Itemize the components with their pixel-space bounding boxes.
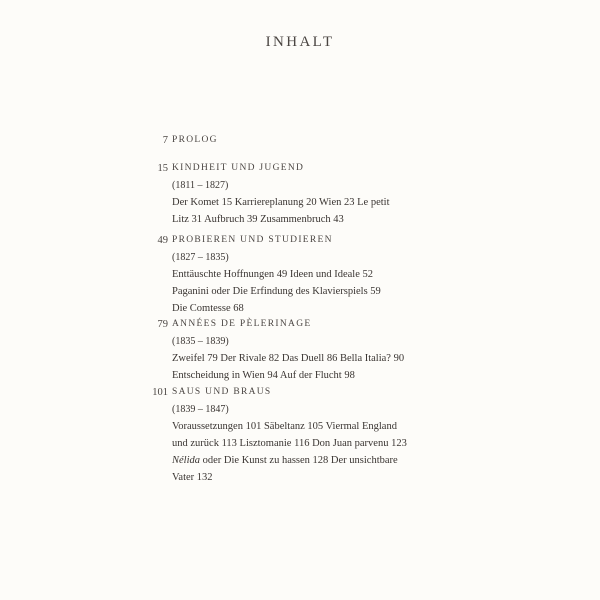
toc-entry-title: ANNÉES DE PÈLERINAGE: [172, 319, 312, 329]
toc-page-number: 15: [157, 163, 168, 174]
toc-page-number: 7: [162, 135, 168, 146]
toc-entry-line: Litz 31 Aufbruch 39 Zusammenbruch 43: [172, 214, 344, 225]
toc-entry-line: und zurück 113 Lisztomanie 116 Don Juan parvenu 123: [172, 438, 407, 449]
toc-entry-title: PROLOG: [172, 135, 218, 145]
toc-entry-body: [172, 316, 472, 384]
toc-entry-title: SAUS UND BRAUS: [172, 387, 272, 397]
toc-entry-body: [172, 160, 472, 228]
toc-page-number: 49: [157, 235, 168, 246]
toc-entry-body: [172, 132, 472, 149]
toc-entry-title: PROBIEREN UND STUDIEREN: [172, 235, 333, 245]
toc-entry-years: (1835 – 1839): [172, 336, 229, 347]
toc-entry-italic-title: Nélida: [172, 455, 200, 466]
toc-entry-title: KINDHEIT UND JUGEND: [172, 163, 305, 173]
toc-entry-body: [172, 384, 472, 486]
toc-page-number: 79: [157, 319, 168, 330]
toc-entry-line: [172, 452, 472, 469]
toc-entry-line: Enttäuschte Hoffnungen 49 Ideen und Ideale 52: [172, 269, 373, 280]
toc-entry-line: Zweifel 79 Der Rivale 82 Das Duell 86 Bella Italia? 90: [172, 353, 405, 364]
toc-entry-line: Vater 132: [172, 472, 213, 483]
toc-entry-years: (1827 – 1835): [172, 252, 229, 263]
toc-entry-line: Entscheidung in Wien 94 Auf der Flucht 98: [172, 370, 355, 381]
toc-entry-line: Der Komet 15 Karriereplanung 20 Wien 23 Le petit: [172, 197, 390, 208]
toc-entry-years: (1811 – 1827): [172, 180, 229, 191]
toc-page-number: 101: [152, 387, 168, 398]
toc-entry-body: [172, 232, 472, 317]
toc-entry-line: Die Comtesse 68: [172, 303, 244, 314]
toc-entry-years: (1839 – 1847): [172, 404, 229, 415]
page-title: INHALT: [265, 34, 335, 50]
toc-entry-line: Voraussetzungen 101 Säbeltanz 105 Viermal England: [172, 421, 397, 432]
toc-entry-line-rest: oder Die Kunst zu hassen 128 Der unsichtbare: [200, 455, 398, 466]
toc-entry-line: Paganini oder Die Erfindung des Klavierspiels 59: [172, 286, 381, 297]
